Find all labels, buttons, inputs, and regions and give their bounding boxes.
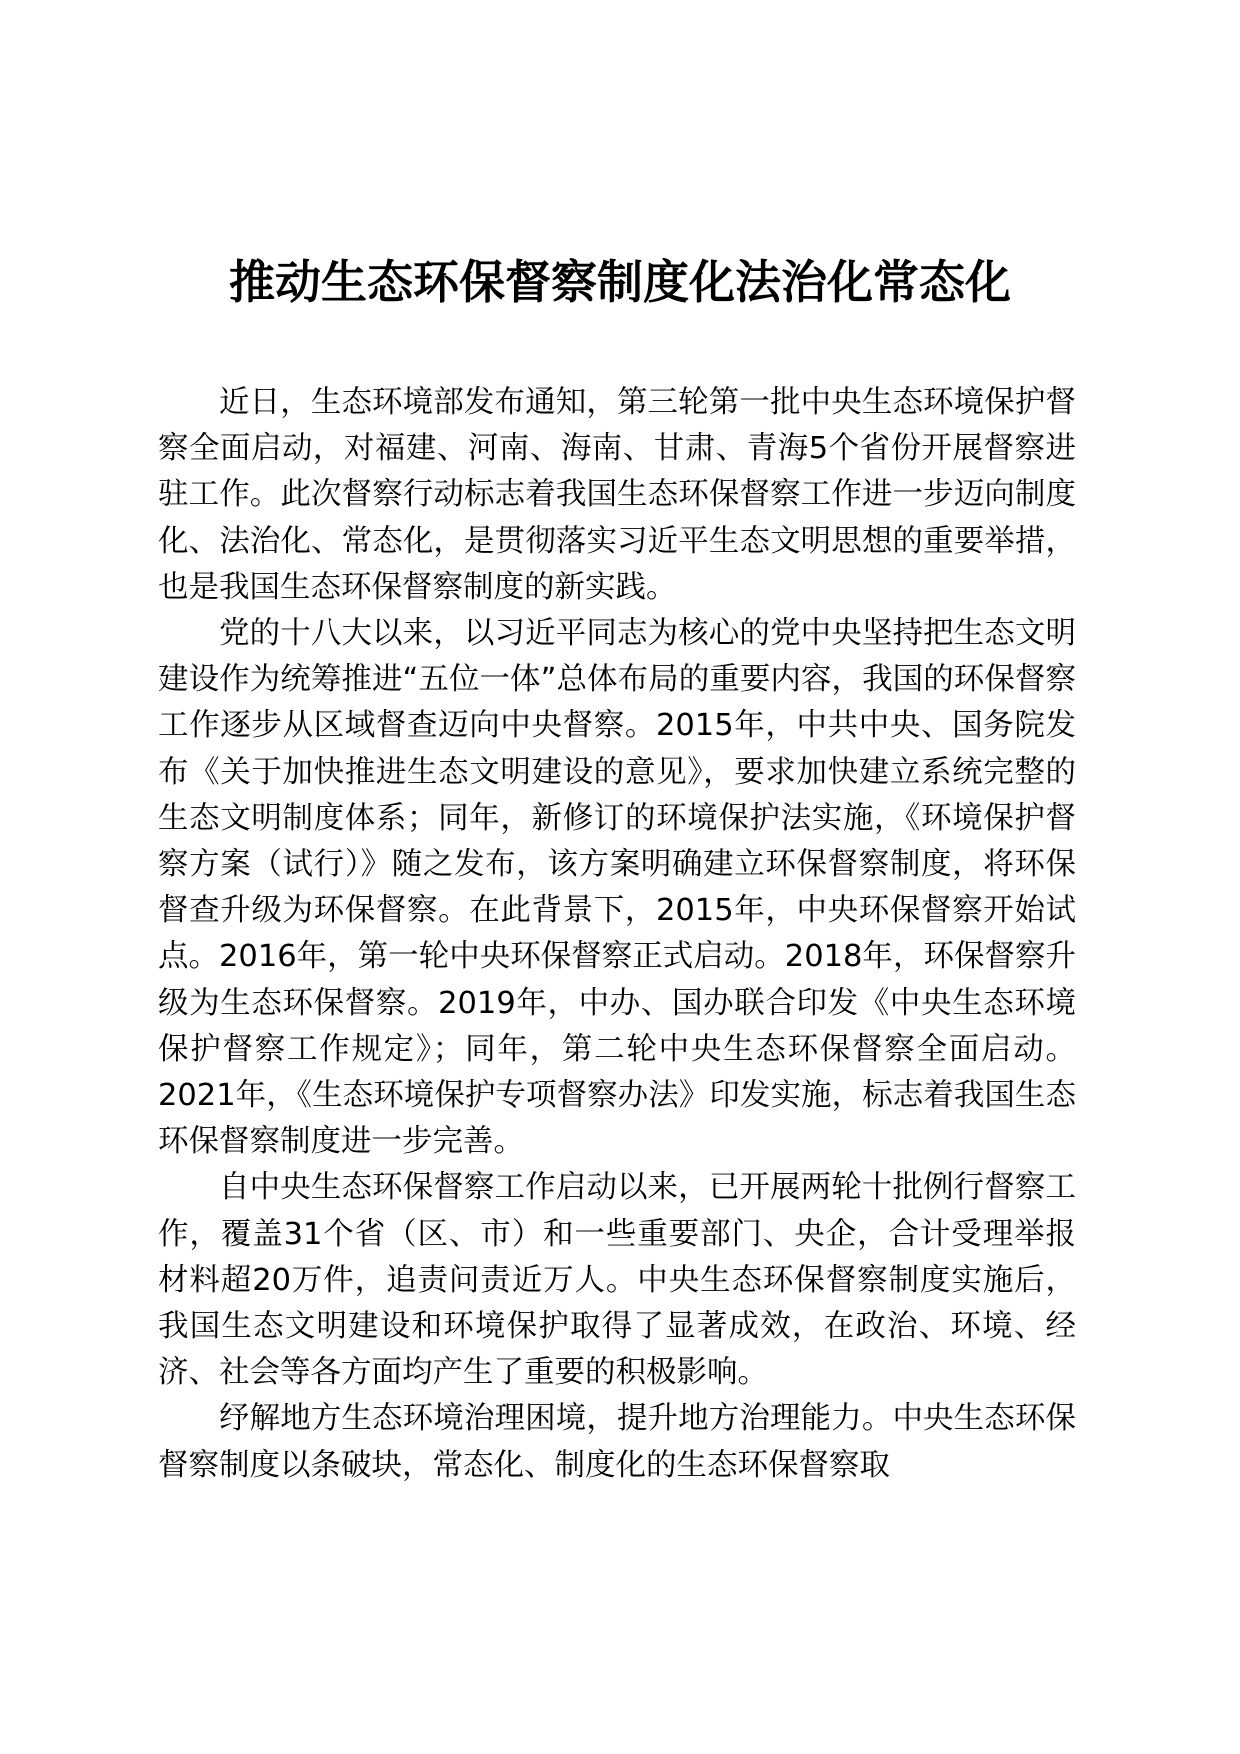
paragraph-1: 近日，生态环境部发布通知，第三轮第一批中央生态环境保护督察全面启动，对福建、河南、海南、甘肃、青海5个省份开展督察进驻工作。此次督察行动标志着我国生态环保督察工作进一步迈向制度化、法治化、常态化，是贯彻落实习近平生态文明思想的重要举措，也是我国生态环保督察制度的新实践。 [158, 385, 1076, 605]
document-body [158, 380, 1076, 1489]
paragraph-3: 自中央生态环保督察工作启动以来，已开展两轮十批例行督察工作，覆盖31个省（区、市）和一些重要部门、央企，合计受理举报材料超20万件，追责问责近万人。中央生态环保督察制度实施后，我国生态文明建设和环境保护取得了显著成效，在政治、环境、经济、社会等各方面均产生了重要的积极影响。 [158, 1170, 1076, 1391]
document-title: 推动生态环保督察制度化法治化常态化 [229, 255, 1011, 309]
paragraph-4: 纾解地方生态环境治理困境，提升地方治理能力。中央生态环保督察制度以条破块，常态化、制度化的生态环保督察取 [158, 1401, 1076, 1483]
paragraph-2: 党的十八大以来，以习近平同志为核心的党中央坚持把生态文明建设作为统筹推进“五位一体”总体布局的重要内容，我国的环保督察工作逐步从区域督查迈向中央督察。2015年，中共中央、国务院发布《关于加快推进生态文明建设的意见》，要求加快建立系统完整的生态文明制度体系；同年，新修订的环境保护法实施，《环境保护督察方案（试行）》随之发布，该方案明确建立环保督察制度，将环保督查升级为环保督察。在此背景下，2015年，中央环保督察开始试点。2016年，第一轮中央环保督察正式启动。2018年，环保督察升级为生态环保督察。2019年，中办、国办联合印发《中央生态环境保护督察工作规定》；同年，第二轮中央生态环保督察全面启动。2021年，《生态环境保护专项督察办法》印发实施，标志着我国生态环保督察制度进一步完善。 [158, 616, 1076, 1160]
